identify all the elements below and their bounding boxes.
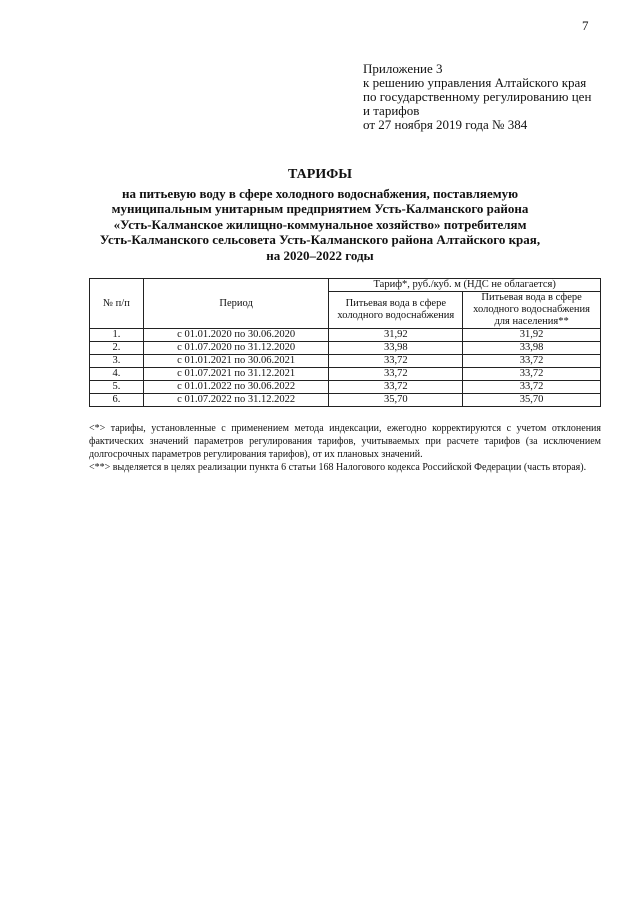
table-row bbox=[90, 329, 601, 342]
cell-period: с 01.01.2021 по 30.06.2021 bbox=[143, 355, 329, 368]
header-num: № п/п bbox=[90, 279, 144, 329]
cell-t1: 33,72 bbox=[329, 368, 463, 381]
cell-t2: 33,72 bbox=[463, 355, 601, 368]
table-row bbox=[90, 381, 601, 394]
cell-t2: 33,98 bbox=[463, 342, 601, 355]
table-row bbox=[90, 394, 601, 407]
cell-t1: 35,70 bbox=[329, 394, 463, 407]
title-line: на 2020–2022 годы bbox=[266, 247, 374, 263]
title-main: ТАРИФЫ bbox=[288, 167, 352, 182]
cell-num: 4. bbox=[90, 368, 144, 381]
footnotes bbox=[89, 422, 601, 474]
title-line: Усть-Калманского сельсовета Усть-Калманского района Алтайского края, bbox=[99, 232, 541, 247]
table-row bbox=[90, 355, 601, 368]
annex-block bbox=[363, 62, 591, 132]
tariff-table bbox=[89, 278, 601, 407]
page-number: 7 bbox=[582, 18, 589, 33]
footnote: <**> выделяется в целях реализации пункта 6 статьи 168 Налогового кодекса Российской Федерации (часть вторая). bbox=[89, 462, 587, 473]
cell-num: 3. bbox=[90, 355, 144, 368]
cell-period: с 01.01.2020 по 30.06.2020 bbox=[143, 329, 329, 342]
cell-num: 1. bbox=[90, 329, 144, 342]
table-row bbox=[90, 342, 601, 355]
cell-num: 2. bbox=[90, 342, 144, 355]
cell-period: с 01.07.2020 по 31.12.2020 bbox=[143, 342, 329, 355]
cell-t2: 33,72 bbox=[463, 368, 601, 381]
header-tariff-group: Тариф*, руб./куб. м (НДС не облагается) bbox=[329, 279, 601, 292]
document-title bbox=[60, 167, 580, 263]
header-period: Период bbox=[143, 279, 329, 329]
cell-t2: 35,70 bbox=[463, 394, 601, 407]
cell-period: с 01.01.2022 по 30.06.2022 bbox=[143, 381, 329, 394]
annex-line: от 27 ноября 2019 года № 384 bbox=[363, 117, 528, 132]
cell-t2: 33,72 bbox=[463, 381, 601, 394]
annex-line: к решению управления Алтайского края bbox=[363, 75, 587, 90]
footnote: <*> тарифы, установленные с применением метода индексации, ежегодно корректируются с учетом отклонения фактических значений параметров регулирования тарифов, учитываемых при расчете тарифов (за исключением долгосрочных параметров регулирования тарифов), от их плановых значений. bbox=[89, 423, 601, 460]
cell-t1: 31,92 bbox=[329, 329, 463, 342]
annex-line: по государственному регулированию цен bbox=[363, 89, 592, 104]
cell-num: 6. bbox=[90, 394, 144, 407]
annex-line: и тарифов bbox=[363, 103, 420, 118]
table-row bbox=[90, 368, 601, 381]
cell-t2: 31,92 bbox=[463, 329, 601, 342]
cell-period: с 01.07.2022 по 31.12.2022 bbox=[143, 394, 329, 407]
title-line: муниципальным унитарным предприятием Усть-Калманского района bbox=[111, 201, 529, 216]
title-line: на питьевую воду в сфере холодного водоснабжения, поставляемую bbox=[121, 185, 519, 201]
header-tariff-1: Питьевая вода в сфере холодного водоснабжения bbox=[329, 292, 463, 329]
cell-t1: 33,72 bbox=[329, 355, 463, 368]
cell-period: с 01.07.2021 по 31.12.2021 bbox=[143, 368, 329, 381]
title-line: «Усть-Калманское жилищно-коммунальное хозяйство» потребителям bbox=[113, 216, 527, 232]
cell-t1: 33,98 bbox=[329, 342, 463, 355]
cell-t1: 33,72 bbox=[329, 381, 463, 394]
annex-line: Приложение 3 bbox=[363, 61, 443, 76]
cell-num: 5. bbox=[90, 381, 144, 394]
header-tariff-2: Питьевая вода в сфере холодного водоснабжения для населения** bbox=[463, 292, 601, 329]
